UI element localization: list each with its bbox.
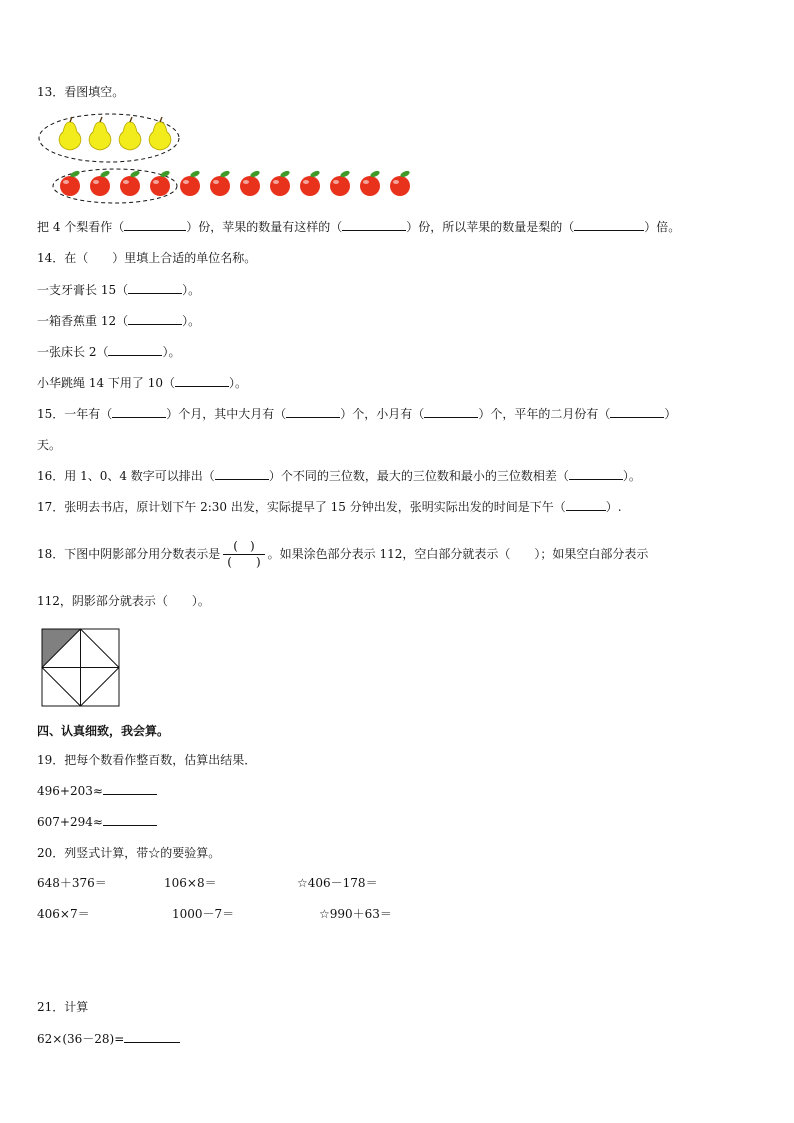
q18-square-figure — [41, 628, 121, 708]
pear-icon — [89, 117, 111, 150]
q19-blank-2[interactable] — [103, 814, 157, 826]
q14-blank-1[interactable] — [128, 282, 182, 294]
q20-expr-5: 1000－7＝ — [172, 907, 235, 921]
q18-question-cont: 112，阴影部分就表示（ ）。 — [37, 594, 210, 608]
q14-blank-4[interactable] — [175, 375, 229, 387]
pear-icon — [149, 117, 171, 150]
q19-item-1: 496+203≈ — [37, 783, 157, 799]
apple-icon — [210, 170, 231, 196]
pear-icon — [119, 117, 141, 150]
q13-question: 把 4 个梨看作（ ）份，苹果的数量有这样的（ ）份，所以苹果的数量是梨的（ ）倍。 — [37, 220, 681, 234]
q15-blank-4[interactable] — [610, 406, 664, 418]
q13-figure — [37, 112, 427, 204]
q19-blank-1[interactable] — [103, 783, 157, 795]
q14-blank-2[interactable] — [128, 313, 182, 325]
q21-blank[interactable] — [124, 1031, 180, 1043]
q14-item-4: 小华跳绳 14 下用了 10（ ）。 — [37, 376, 247, 390]
q17-blank[interactable] — [566, 499, 606, 511]
q20-expr-1: 648＋376＝ — [37, 876, 107, 890]
q20-expr-6: ☆990＋63＝ — [319, 907, 392, 921]
q16-question: 16．用 1、0、4 数字可以排出（ ）个不同的三位数，最大的三位数和最小的三位数相差（ ）。 — [37, 469, 641, 483]
q13-blank-2[interactable] — [342, 219, 406, 231]
apple-row — [60, 170, 411, 196]
q14-item-3: 一张床长 2（ ）。 — [37, 345, 181, 359]
q13-title: 13．看图填空。 — [37, 85, 125, 99]
q14-item-2: 一箱香蕉重 12（ ）。 — [37, 314, 201, 328]
pear-group — [59, 117, 171, 150]
pear-icon — [59, 117, 81, 150]
q14-title: 14．在（ ）里填上合适的单位名称。 — [37, 251, 257, 265]
apple-icon — [360, 170, 381, 196]
apple-icon — [90, 170, 111, 196]
fraction-numerator[interactable]: ( ) — [233, 539, 255, 553]
fraction-denominator[interactable]: ( ) — [227, 555, 261, 569]
q19-item-2: 607+294≈ — [37, 814, 157, 830]
apple-icon — [180, 170, 201, 196]
section-title: 四、认真细致，我会算。 — [37, 724, 170, 738]
q21-title: 21．计算 — [37, 1000, 89, 1014]
q20-expr-4: 406×7＝ — [37, 907, 90, 921]
q20-expr-3: ☆406－178＝ — [297, 876, 378, 890]
apple-icon — [300, 170, 321, 196]
apple-icon — [270, 170, 291, 196]
apple-icon — [240, 170, 261, 196]
q16-blank-1[interactable] — [215, 468, 269, 480]
q14-blank-3[interactable] — [108, 344, 162, 356]
q21-expression: 62×(36－28)= — [37, 1031, 180, 1047]
q18-question: 18．下图中阴影部分用分数表示是 $\frac{( )}{( )}$ 。如果涂色部分表示 112，空白部分就表示（ ）；如果空白部分表示 — [37, 539, 649, 569]
apple-icon — [120, 170, 141, 196]
q15-blank-2[interactable] — [286, 406, 340, 418]
q20-title: 20．列竖式计算，带☆的要验算。 — [37, 846, 221, 860]
q14-item-1: 一支牙膏长 15（ ）。 — [37, 283, 201, 297]
apple-icon — [60, 170, 81, 196]
q18-fraction — [223, 540, 264, 569]
apple-icon — [330, 170, 351, 196]
apple-icon — [150, 170, 171, 196]
q13-blank-1[interactable] — [124, 219, 186, 231]
q19-title: 19．把每个数看作整百数，估算出结果． — [37, 753, 257, 767]
q16-blank-2[interactable] — [569, 468, 623, 480]
q15-blank-1[interactable] — [112, 406, 166, 418]
q15-tail: 天。 — [37, 438, 62, 452]
apple-icon — [390, 170, 411, 196]
q20-expr-2: 106×8＝ — [164, 876, 217, 890]
q15-blank-3[interactable] — [424, 406, 478, 418]
q15-question: 15．一年有（ ）个月，其中大月有（ ）个，小月有（ ）个，平年的二月份有（ ） — [37, 407, 677, 421]
q17-question: 17．张明去书店，原计划下午 2:30 出发，实际提早了 15 分钟出发，张明实际出发的时间是下午（ ）. — [37, 500, 622, 514]
q13-blank-3[interactable] — [574, 219, 644, 231]
